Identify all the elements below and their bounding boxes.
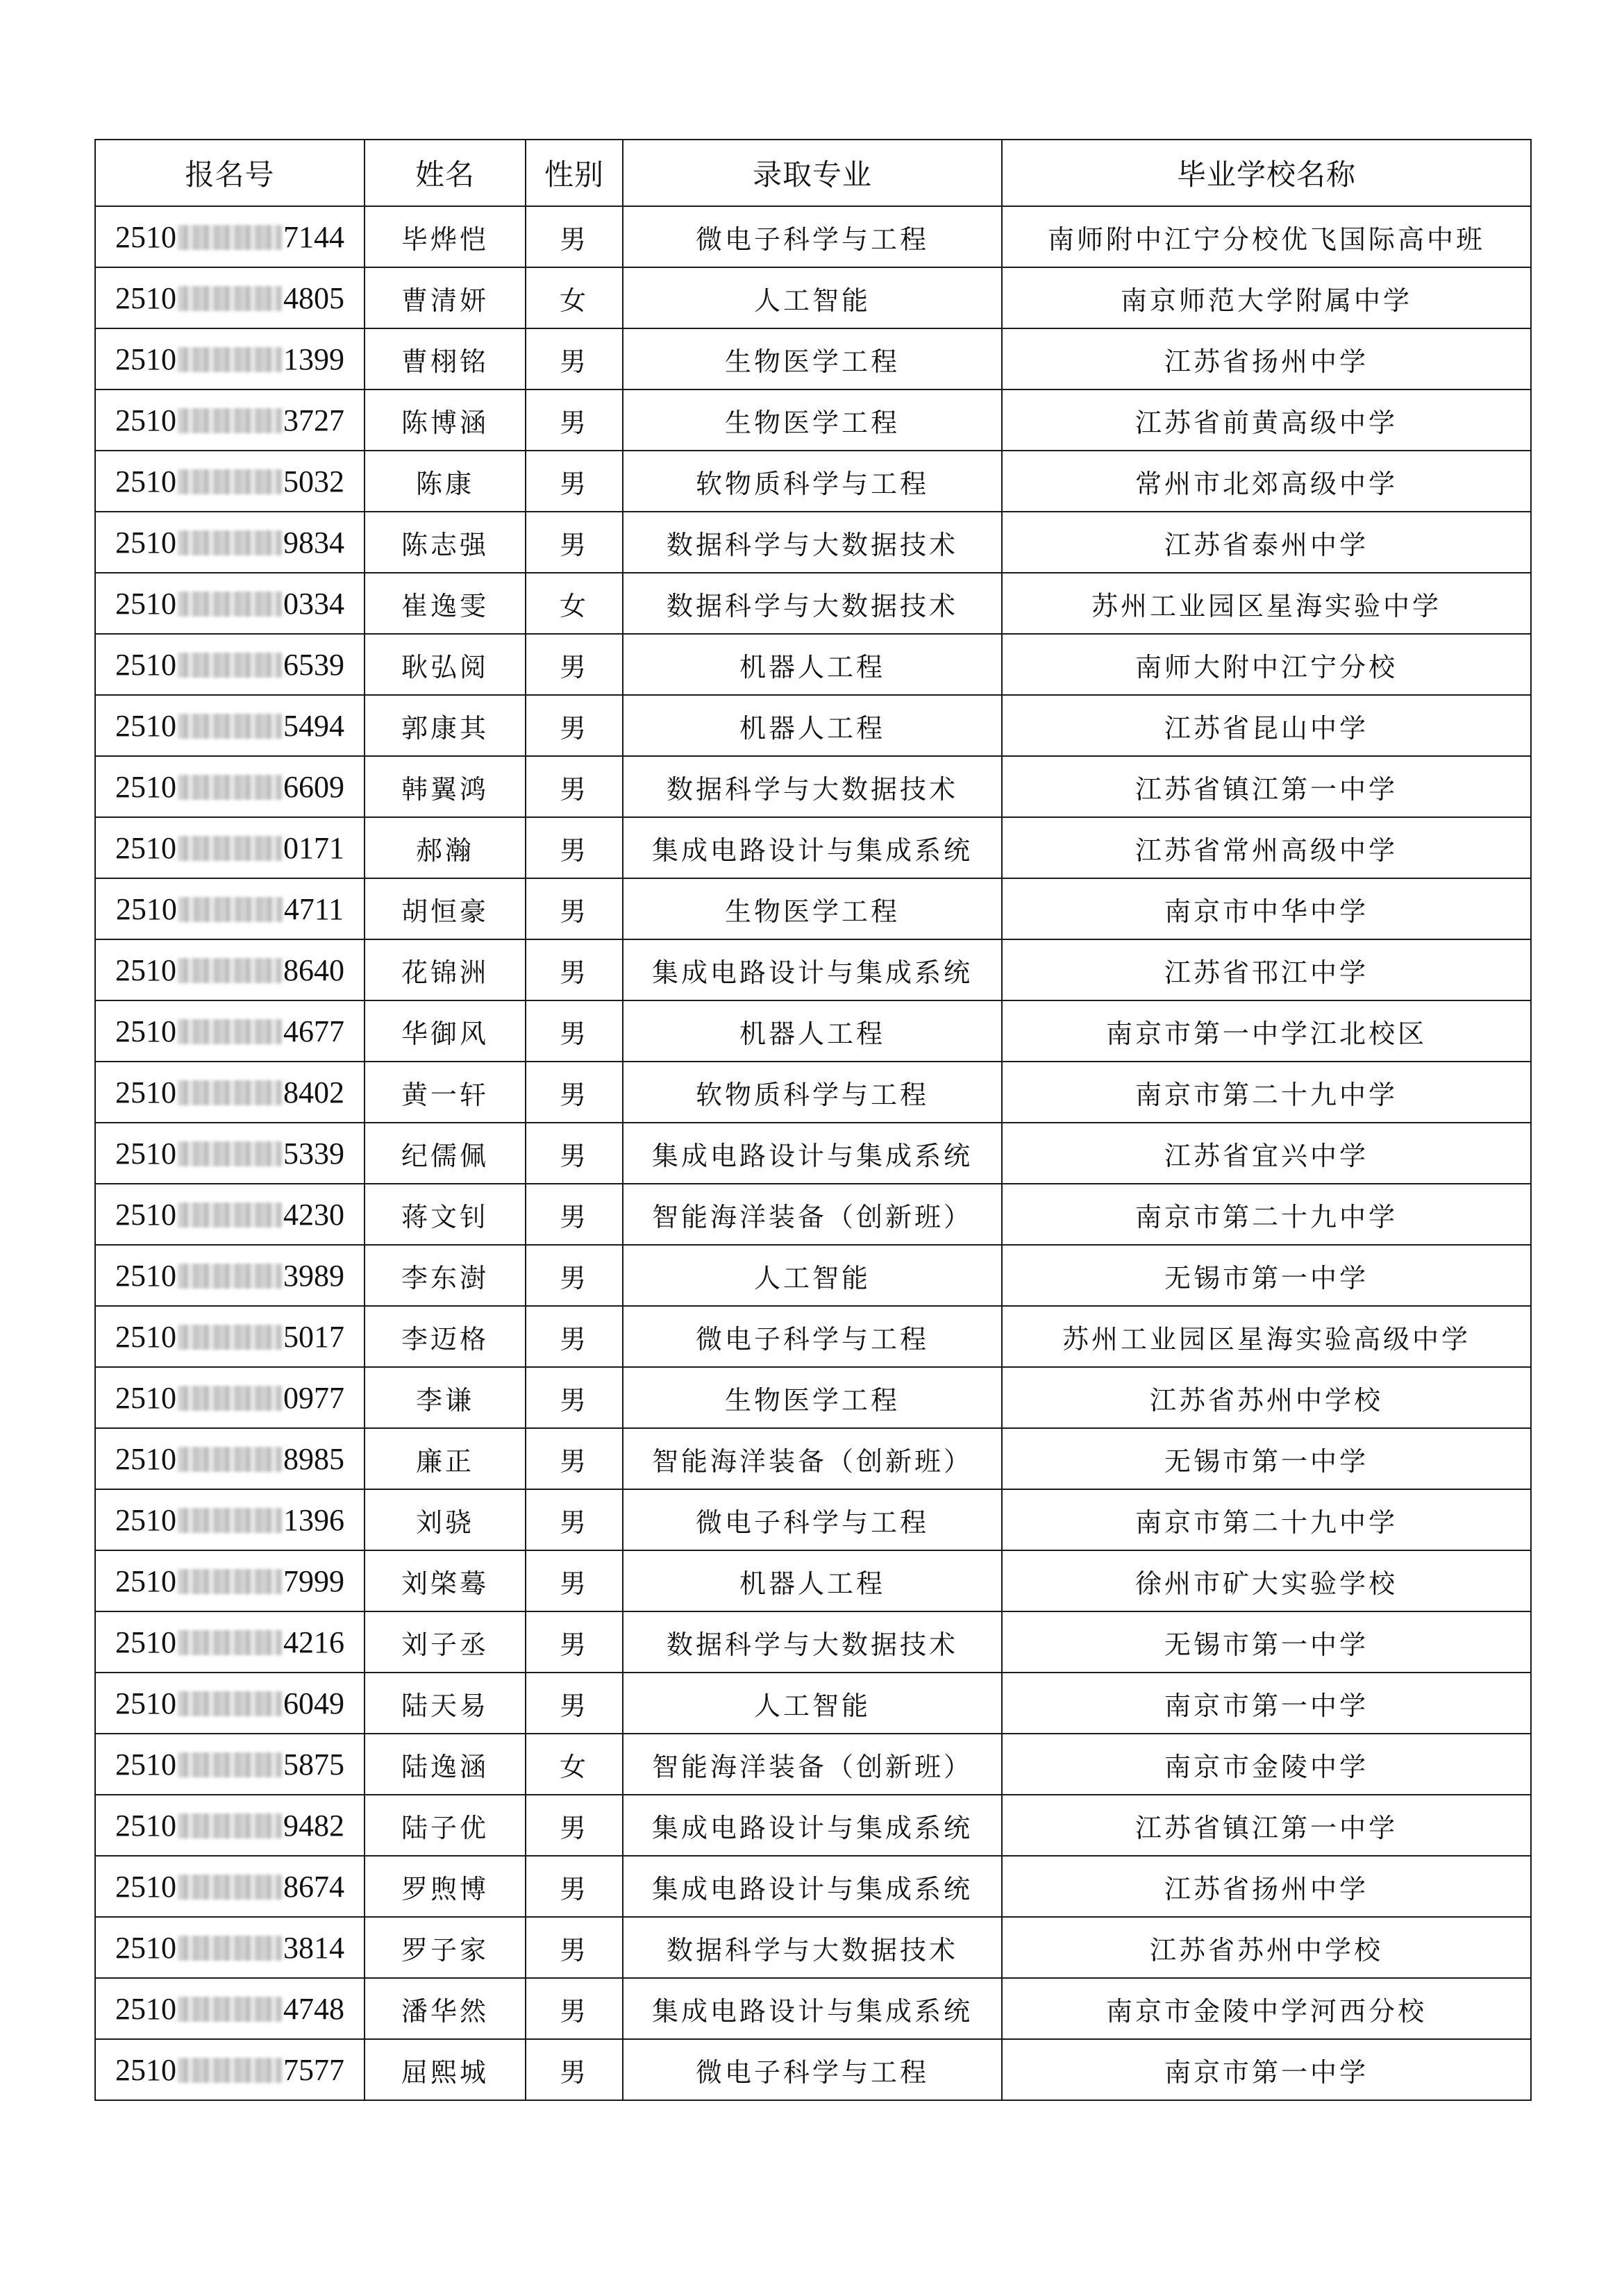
application-number-suffix: 0334	[283, 586, 344, 621]
header-application-number: 报名号	[95, 140, 365, 206]
table-row	[95, 1000, 1531, 1062]
major-cell: 生物医学工程	[623, 389, 1002, 451]
application-number-suffix: 6049	[283, 1686, 344, 1720]
application-number-suffix: 5339	[283, 1136, 344, 1171]
application-number-prefix: 2510	[115, 1441, 176, 1476]
redaction-mask	[178, 1630, 282, 1655]
major-cell: 生物医学工程	[623, 1367, 1002, 1428]
redaction-mask	[178, 1264, 282, 1289]
school-cell: 江苏省扬州中学	[1002, 328, 1531, 389]
school-cell: 南京市第二十九中学	[1002, 1184, 1531, 1245]
redaction-mask	[178, 1447, 282, 1472]
application-number-prefix: 2510	[115, 1991, 176, 2026]
application-number-cell	[95, 1734, 365, 1795]
table-row	[95, 1489, 1531, 1550]
redaction-mask	[178, 653, 282, 678]
application-number-cell	[95, 1428, 365, 1489]
header-name: 姓名	[365, 140, 526, 206]
major-cell: 人工智能	[623, 1245, 1002, 1306]
major-cell: 数据科学与大数据技术	[623, 756, 1002, 817]
table-row	[95, 1856, 1531, 1917]
school-cell: 南师大附中江宁分校	[1002, 634, 1531, 695]
gender-cell: 男	[526, 634, 623, 695]
application-number-suffix: 4748	[283, 1991, 344, 2026]
table-row	[95, 1367, 1531, 1428]
application-number-suffix: 5032	[283, 464, 344, 498]
school-cell: 无锡市第一中学	[1002, 1245, 1531, 1306]
application-number-prefix: 2510	[115, 830, 176, 865]
name-cell: 刘骁	[365, 1489, 526, 1550]
major-cell: 集成电路设计与集成系统	[623, 1795, 1002, 1856]
application-number-cell	[95, 389, 365, 451]
application-number-suffix: 5017	[283, 1319, 344, 1354]
table-row	[95, 451, 1531, 512]
table-row	[95, 1795, 1531, 1856]
application-number-cell	[95, 1611, 365, 1673]
name-cell: 潘华然	[365, 1978, 526, 2039]
application-number-cell	[95, 451, 365, 512]
major-cell: 集成电路设计与集成系统	[623, 939, 1002, 1000]
gender-cell: 男	[526, 206, 623, 267]
redaction-mask	[178, 2058, 282, 2083]
header-major: 录取专业	[623, 140, 1002, 206]
application-number-prefix: 2510	[115, 1258, 176, 1293]
school-cell: 南京师范大学附属中学	[1002, 267, 1531, 328]
application-number-prefix: 2510	[115, 1747, 176, 1782]
application-number-prefix: 2510	[115, 2052, 176, 2087]
application-number-cell	[95, 695, 365, 756]
major-cell: 软物质科学与工程	[623, 1062, 1002, 1123]
redaction-mask	[178, 1997, 282, 2022]
redaction-mask	[178, 958, 282, 983]
name-cell: 李东澍	[365, 1245, 526, 1306]
school-cell: 南京市第一中学江北校区	[1002, 1000, 1531, 1062]
gender-cell: 男	[526, 512, 623, 573]
gender-cell: 女	[526, 267, 623, 328]
school-cell: 江苏省镇江第一中学	[1002, 1795, 1531, 1856]
application-number-cell	[95, 2039, 365, 2100]
application-number-suffix: 3989	[283, 1258, 344, 1293]
name-cell: 花锦洲	[365, 939, 526, 1000]
application-number-prefix: 2510	[115, 586, 176, 621]
major-cell: 智能海洋装备（创新班）	[623, 1184, 1002, 1245]
redaction-mask	[178, 1813, 282, 1838]
table-row	[95, 1306, 1531, 1367]
name-cell: 陈志强	[365, 512, 526, 573]
major-cell: 集成电路设计与集成系统	[623, 1123, 1002, 1184]
application-number-suffix: 8402	[283, 1075, 344, 1109]
name-cell: 李谦	[365, 1367, 526, 1428]
table-row	[95, 939, 1531, 1000]
application-number-cell	[95, 1306, 365, 1367]
redaction-mask	[178, 1019, 282, 1044]
application-number-cell	[95, 1856, 365, 1917]
application-number-prefix: 2510	[115, 1197, 176, 1232]
redaction-mask	[178, 1569, 282, 1594]
name-cell: 崔逸雯	[365, 573, 526, 634]
table-row	[95, 1734, 1531, 1795]
gender-cell: 男	[526, 1184, 623, 1245]
application-number-suffix: 8640	[283, 953, 344, 987]
application-number-cell	[95, 1978, 365, 2039]
application-number-prefix: 2510	[115, 647, 176, 682]
school-cell: 南师附中江宁分校优飞国际高中班	[1002, 206, 1531, 267]
application-number-cell	[95, 817, 365, 878]
school-cell: 南京市第二十九中学	[1002, 1489, 1531, 1550]
name-cell: 李迈格	[365, 1306, 526, 1367]
application-number-prefix: 2510	[115, 464, 176, 498]
application-number-cell	[95, 1489, 365, 1550]
gender-cell: 男	[526, 1000, 623, 1062]
gender-cell: 男	[526, 1062, 623, 1123]
school-cell: 江苏省苏州中学校	[1002, 1917, 1531, 1978]
school-cell: 江苏省宜兴中学	[1002, 1123, 1531, 1184]
redaction-mask	[178, 1508, 282, 1533]
redaction-mask	[178, 1080, 282, 1105]
application-number-cell	[95, 206, 365, 267]
application-number-cell	[95, 1000, 365, 1062]
name-cell: 屈熙城	[365, 2039, 526, 2100]
redaction-mask	[178, 1141, 282, 1166]
application-number-suffix: 0171	[283, 830, 344, 865]
gender-cell: 男	[526, 1245, 623, 1306]
major-cell: 数据科学与大数据技术	[623, 573, 1002, 634]
application-number-cell	[95, 512, 365, 573]
table-row	[95, 1611, 1531, 1673]
name-cell: 廉正	[365, 1428, 526, 1489]
major-cell: 机器人工程	[623, 695, 1002, 756]
gender-cell: 男	[526, 328, 623, 389]
name-cell: 陆天易	[365, 1673, 526, 1734]
redaction-mask	[178, 592, 282, 617]
application-number-prefix: 2510	[115, 1380, 176, 1415]
name-cell: 胡恒豪	[365, 878, 526, 939]
application-number-prefix: 2510	[115, 1686, 176, 1720]
gender-cell: 男	[526, 1123, 623, 1184]
name-cell: 韩翼鸿	[365, 756, 526, 817]
gender-cell: 男	[526, 451, 623, 512]
school-cell: 徐州市矿大实验学校	[1002, 1550, 1531, 1611]
application-number-cell	[95, 1550, 365, 1611]
application-number-suffix: 6609	[283, 769, 344, 804]
major-cell: 机器人工程	[623, 634, 1002, 695]
redaction-mask	[178, 286, 282, 311]
application-number-prefix: 2510	[115, 219, 176, 254]
application-number-prefix: 2510	[115, 891, 177, 926]
school-cell: 无锡市第一中学	[1002, 1428, 1531, 1489]
table-row	[95, 1917, 1531, 1978]
table-row	[95, 1428, 1531, 1489]
application-number-prefix: 2510	[115, 342, 176, 376]
application-number-cell	[95, 1917, 365, 1978]
admission-table	[94, 139, 1532, 2101]
application-number-cell	[95, 1123, 365, 1184]
redaction-mask	[178, 1875, 282, 1900]
name-cell: 陈康	[365, 451, 526, 512]
major-cell: 数据科学与大数据技术	[623, 512, 1002, 573]
school-cell: 南京市第一中学	[1002, 1673, 1531, 1734]
application-number-cell	[95, 756, 365, 817]
application-number-prefix: 2510	[115, 403, 176, 437]
application-number-prefix: 2510	[115, 280, 176, 315]
application-number-cell	[95, 267, 365, 328]
school-cell: 江苏省苏州中学校	[1002, 1367, 1531, 1428]
gender-cell: 男	[526, 2039, 623, 2100]
school-cell: 常州市北郊高级中学	[1002, 451, 1531, 512]
table-body	[95, 206, 1531, 2100]
name-cell: 郝瀚	[365, 817, 526, 878]
name-cell: 华御风	[365, 1000, 526, 1062]
gender-cell: 男	[526, 817, 623, 878]
name-cell: 陆子优	[365, 1795, 526, 1856]
application-number-prefix: 2510	[115, 953, 176, 987]
gender-cell: 女	[526, 1734, 623, 1795]
redaction-mask	[178, 836, 282, 861]
school-cell: 江苏省前黄高级中学	[1002, 389, 1531, 451]
redaction-mask	[178, 530, 282, 555]
application-number-cell	[95, 1795, 365, 1856]
gender-cell: 男	[526, 1367, 623, 1428]
table-row	[95, 206, 1531, 267]
school-cell: 南京市金陵中学	[1002, 1734, 1531, 1795]
table-row	[95, 878, 1531, 939]
application-number-suffix: 3814	[283, 1930, 344, 1965]
gender-cell: 男	[526, 1673, 623, 1734]
application-number-cell	[95, 1062, 365, 1123]
major-cell: 集成电路设计与集成系统	[623, 817, 1002, 878]
application-number-cell	[95, 878, 365, 939]
application-number-cell	[95, 328, 365, 389]
major-cell: 微电子科学与工程	[623, 1489, 1002, 1550]
table-row	[95, 267, 1531, 328]
application-number-prefix: 2510	[115, 1319, 176, 1354]
application-number-prefix: 2510	[115, 1014, 176, 1048]
application-number-prefix: 2510	[115, 708, 176, 743]
name-cell: 耿弘阅	[365, 634, 526, 695]
redaction-mask	[178, 469, 282, 494]
major-cell: 集成电路设计与集成系统	[623, 1978, 1002, 2039]
application-number-prefix: 2510	[115, 1136, 176, 1171]
application-number-cell	[95, 1184, 365, 1245]
redaction-mask	[178, 714, 282, 739]
application-number-suffix: 9834	[283, 525, 344, 560]
application-number-prefix: 2510	[115, 1930, 176, 1965]
name-cell: 曹栩铭	[365, 328, 526, 389]
school-cell: 江苏省镇江第一中学	[1002, 756, 1531, 817]
gender-cell: 男	[526, 756, 623, 817]
name-cell: 曹清妍	[365, 267, 526, 328]
name-cell: 罗煦博	[365, 1856, 526, 1917]
redaction-mask	[178, 1752, 282, 1777]
major-cell: 人工智能	[623, 267, 1002, 328]
application-number-suffix: 1399	[283, 342, 344, 376]
application-number-suffix: 7999	[283, 1564, 344, 1598]
application-number-cell	[95, 1673, 365, 1734]
application-number-cell	[95, 1367, 365, 1428]
major-cell: 机器人工程	[623, 1550, 1002, 1611]
name-cell: 毕烨恺	[365, 206, 526, 267]
major-cell: 数据科学与大数据技术	[623, 1917, 1002, 1978]
table-row	[95, 695, 1531, 756]
school-cell: 江苏省泰州中学	[1002, 512, 1531, 573]
major-cell: 智能海洋装备（创新班）	[623, 1428, 1002, 1489]
table-row	[95, 328, 1531, 389]
application-number-suffix: 9482	[283, 1808, 344, 1843]
gender-cell: 女	[526, 573, 623, 634]
table-row	[95, 1550, 1531, 1611]
major-cell: 微电子科学与工程	[623, 206, 1002, 267]
school-cell: 南京市金陵中学河西分校	[1002, 1978, 1531, 2039]
redaction-mask	[178, 1691, 282, 1716]
redaction-mask	[178, 408, 282, 433]
gender-cell: 男	[526, 939, 623, 1000]
application-number-suffix: 0977	[283, 1380, 344, 1415]
table-row	[95, 1245, 1531, 1306]
application-number-suffix: 1396	[283, 1502, 344, 1537]
gender-cell: 男	[526, 695, 623, 756]
gender-cell: 男	[526, 1795, 623, 1856]
table-row	[95, 1978, 1531, 2039]
application-number-suffix: 6539	[283, 647, 344, 682]
gender-cell: 男	[526, 1306, 623, 1367]
major-cell: 人工智能	[623, 1673, 1002, 1734]
gender-cell: 男	[526, 1611, 623, 1673]
name-cell: 陈博涵	[365, 389, 526, 451]
application-number-prefix: 2510	[115, 1808, 176, 1843]
redaction-mask	[178, 1325, 282, 1350]
gender-cell: 男	[526, 1428, 623, 1489]
major-cell: 数据科学与大数据技术	[623, 1611, 1002, 1673]
gender-cell: 男	[526, 389, 623, 451]
gender-cell: 男	[526, 1856, 623, 1917]
name-cell: 纪儒佩	[365, 1123, 526, 1184]
school-cell: 江苏省常州高级中学	[1002, 817, 1531, 878]
table-row	[95, 1184, 1531, 1245]
school-cell: 南京市第一中学	[1002, 2039, 1531, 2100]
redaction-mask	[178, 347, 282, 372]
header-row	[95, 140, 1531, 206]
name-cell: 黄一轩	[365, 1062, 526, 1123]
major-cell: 集成电路设计与集成系统	[623, 1856, 1002, 1917]
table-row	[95, 512, 1531, 573]
major-cell: 智能海洋装备（创新班）	[623, 1734, 1002, 1795]
application-number-prefix: 2510	[115, 1502, 176, 1537]
gender-cell: 男	[526, 1489, 623, 1550]
major-cell: 生物医学工程	[623, 328, 1002, 389]
application-number-prefix: 2510	[115, 1869, 176, 1904]
gender-cell: 男	[526, 1550, 623, 1611]
table-row	[95, 573, 1531, 634]
name-cell: 刘子丞	[365, 1611, 526, 1673]
major-cell: 机器人工程	[623, 1000, 1002, 1062]
redaction-mask	[178, 775, 282, 800]
application-number-suffix: 5875	[283, 1747, 344, 1782]
header-gender: 性别	[526, 140, 623, 206]
application-number-cell	[95, 634, 365, 695]
application-number-suffix: 4677	[283, 1014, 344, 1048]
name-cell: 陆逸涵	[365, 1734, 526, 1795]
school-cell: 苏州工业园区星海实验高级中学	[1002, 1306, 1531, 1367]
table-row	[95, 1673, 1531, 1734]
major-cell: 软物质科学与工程	[623, 451, 1002, 512]
redaction-mask	[178, 1936, 282, 1961]
application-number-prefix: 2510	[115, 1075, 176, 1109]
major-cell: 微电子科学与工程	[623, 1306, 1002, 1367]
application-number-cell	[95, 573, 365, 634]
application-number-cell	[95, 1245, 365, 1306]
major-cell: 生物医学工程	[623, 878, 1002, 939]
gender-cell: 男	[526, 1978, 623, 2039]
school-cell: 江苏省邗江中学	[1002, 939, 1531, 1000]
school-cell: 江苏省扬州中学	[1002, 1856, 1531, 1917]
table-row	[95, 1062, 1531, 1123]
redaction-mask	[178, 225, 282, 250]
school-cell: 苏州工业园区星海实验中学	[1002, 573, 1531, 634]
table-row	[95, 389, 1531, 451]
school-cell: 无锡市第一中学	[1002, 1611, 1531, 1673]
application-number-suffix: 4216	[283, 1625, 344, 1659]
application-number-cell	[95, 939, 365, 1000]
application-number-suffix: 4805	[283, 280, 344, 315]
application-number-suffix: 7577	[283, 2052, 344, 2087]
application-number-prefix: 2510	[115, 1564, 176, 1598]
application-number-suffix: 4711	[283, 891, 344, 926]
table-row	[95, 634, 1531, 695]
school-cell: 江苏省昆山中学	[1002, 695, 1531, 756]
table-row	[95, 1123, 1531, 1184]
application-number-prefix: 2510	[115, 1625, 176, 1659]
application-number-suffix: 8674	[283, 1869, 344, 1904]
name-cell: 蒋文钊	[365, 1184, 526, 1245]
gender-cell: 男	[526, 1917, 623, 1978]
application-number-suffix: 3727	[283, 403, 344, 437]
gender-cell: 男	[526, 878, 623, 939]
application-number-suffix: 8985	[283, 1441, 344, 1476]
redaction-mask	[178, 1386, 282, 1411]
table-row	[95, 817, 1531, 878]
school-cell: 南京市中华中学	[1002, 878, 1531, 939]
name-cell: 刘棨蓦	[365, 1550, 526, 1611]
school-cell: 南京市第二十九中学	[1002, 1062, 1531, 1123]
application-number-suffix: 7144	[283, 219, 344, 254]
application-number-prefix: 2510	[115, 769, 176, 804]
application-number-suffix: 5494	[283, 708, 344, 743]
name-cell: 罗子家	[365, 1917, 526, 1978]
table-row	[95, 2039, 1531, 2100]
redaction-mask	[178, 897, 283, 922]
header-school: 毕业学校名称	[1002, 140, 1531, 206]
table-row	[95, 756, 1531, 817]
major-cell: 微电子科学与工程	[623, 2039, 1002, 2100]
application-number-suffix: 4230	[283, 1197, 344, 1232]
redaction-mask	[178, 1203, 282, 1227]
application-number-prefix: 2510	[115, 525, 176, 560]
name-cell: 郭康其	[365, 695, 526, 756]
